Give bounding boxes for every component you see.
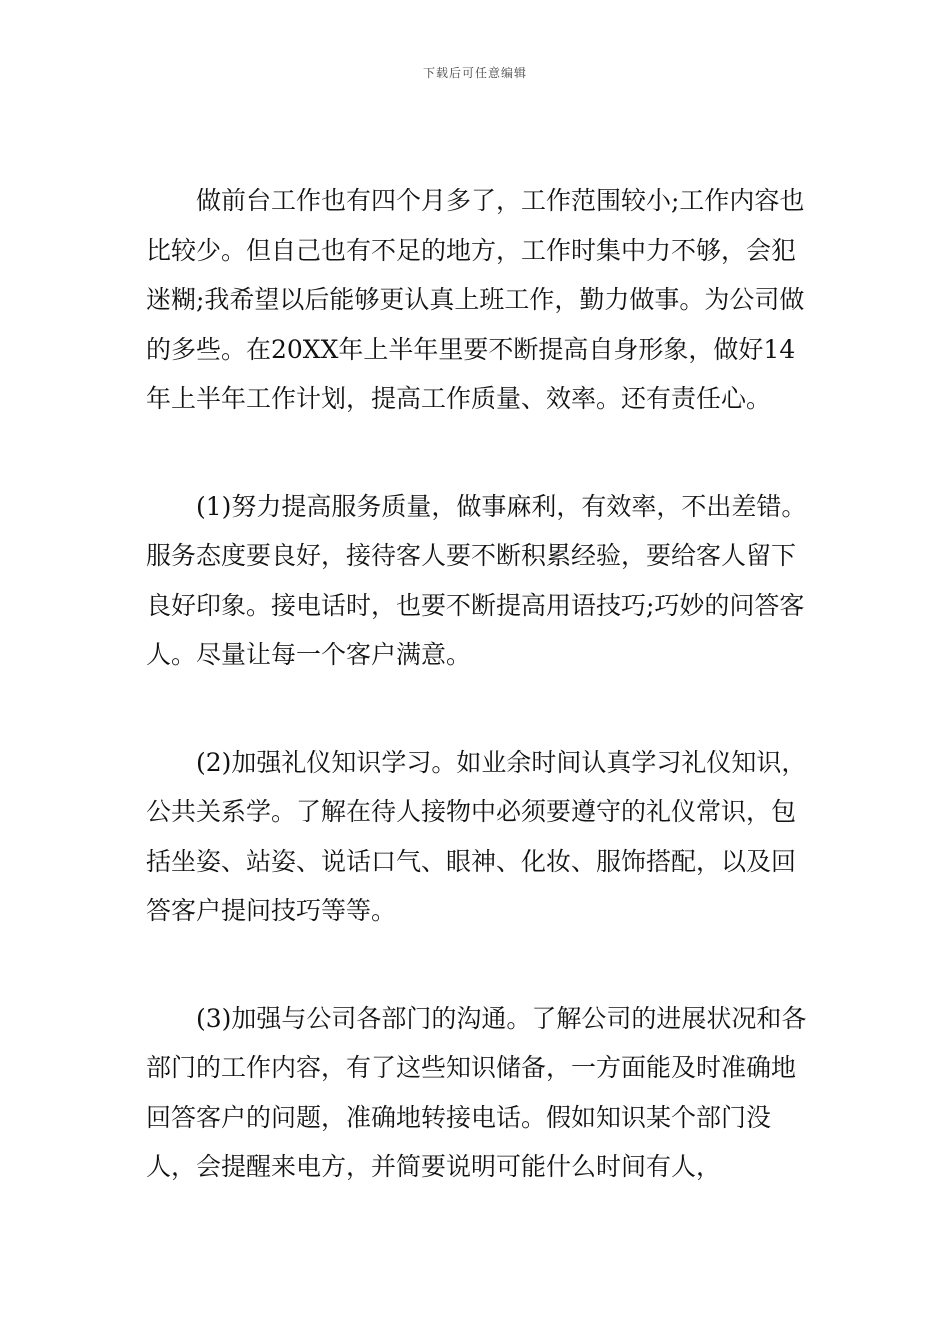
document-body <box>146 176 810 1250</box>
paragraph-item-3: (3)加强与公司各部门的沟通。了解公司的进展状况和各部门的工作内容，有了这些知识储备，一方面能及时准确地回答客户的问题，准确地转接电话。假如知识某个部门没人，会提醒来电方，并简要说明可能什么时间有人， <box>146 1003 807 1181</box>
page-header-note: 下载后可任意编辑 <box>422 66 527 80</box>
paragraph-item-1: (1)努力提高服务质量，做事麻利，有效率，不出差错。服务态度要良好，接待客人要不断积累经验，要给客人留下良好印象。接电话时，也要不断提高用语技巧;巧妙的问答客人。尽量让每一个客户满意。 <box>146 491 807 669</box>
paragraph-intro: 做前台工作也有四个月多了，工作范围较小;工作内容也比较少。但自己也有不足的地方，工作时集中力不够，会犯迷糊;我希望以后能够更认真上班工作，勤力做事。为公司做的多些。在20XX年上半年里要不断提高自身形象，做好14年上半年工作计划，提高工作质量、效率。还有责任心。 <box>146 186 805 413</box>
paragraph-item-2: (2)加强礼仪知识学习。如业余时间认真学习礼仪知识，公共关系学。了解在待人接物中必须要遵守的礼仪常识，包括坐姿、站姿、说话口气、眼神、化妆、服饰搭配，以及回答客户提问技巧等等。 <box>146 747 807 925</box>
